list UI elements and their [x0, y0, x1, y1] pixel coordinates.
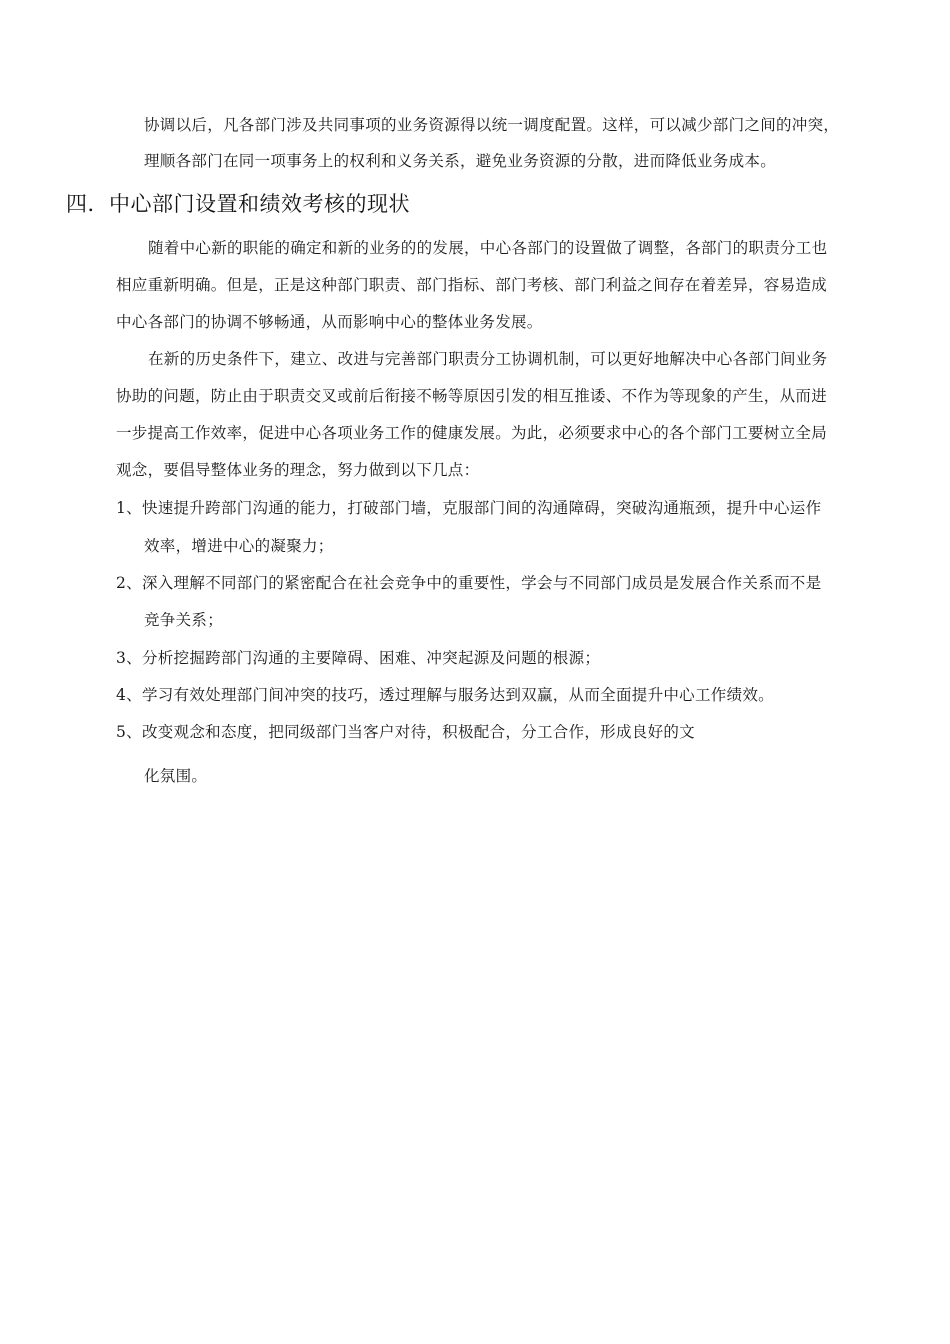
list-item-2-line-2: 竞争关系； — [144, 611, 224, 629]
list-item-2-line-1: 2、深入理解不同部门的紧密配合在社会竞争中的重要性，学会与不同部门成员是发展合作关系而不是 — [116, 574, 822, 592]
paragraph-2-line-3: 一步提高工作效率，促进中心各项业务工作的健康发展。为此，必须要求中心的各个部门工要树立全局 — [116, 424, 828, 442]
list-item-1-line-1: 1、快速提升跨部门沟通的能力，打破部门墙，克服部门间的沟通障碍，突破沟通瓶颈，提升中心运作 — [116, 499, 822, 517]
paragraph-1-line-2: 相应重新明确。但是，正是这种部门职责、部门指标、部门考核、部门利益之间存在着差异，容易造成 — [116, 276, 828, 294]
list-item-1-line-2: 效率，增进中心的凝聚力； — [144, 537, 334, 555]
paragraph-2-line-2: 协助的问题，防止由于职责交叉或前后衔接不畅等原因引发的相互推诿、不作为等现象的产生，从而进 — [116, 387, 828, 405]
section-heading: 四．中心部门设置和绩效考核的现状 — [66, 192, 410, 216]
list-item-4: 4、学习有效处理部门间冲突的技巧，透过理解与服务达到双赢，从而全面提升中心工作绩效。 — [116, 686, 774, 704]
paragraph-1-line-3: 中心各部门的协调不够畅通，从而影响中心的整体业务发展。 — [116, 313, 543, 331]
continuation-line-1: 协调以后，凡各部门涉及共同事项的业务资源得以统一调度配置。这样，可以减少部门之间的冲突， — [144, 116, 840, 134]
continuation-line-2: 理顺各部门在同一项事务上的权利和义务关系，避免业务资源的分散，进而降低业务成本。 — [144, 152, 777, 170]
paragraph-2-line-1: 在新的历史条件下，建立、改进与完善部门职责分工协调机制，可以更好地解决中心各部门间业务 — [148, 350, 828, 368]
list-item-3: 3、分析挖掘跨部门沟通的主要障碍、困难、冲突起源及问题的根源； — [116, 649, 601, 667]
paragraph-2-line-4: 观念，要倡导整体业务的理念，努力做到以下几点： — [116, 461, 480, 479]
paragraph-1-line-1: 随着中心新的职能的确定和新的业务的的发展，中心各部门的设置做了调整，各部门的职责分工也 — [148, 239, 828, 257]
list-item-5-line-2: 化氛围。 — [144, 767, 208, 785]
list-item-5-line-1: 5、改变观念和态度，把同级部门当客户对待，积极配合，分工合作，形成良好的文 — [116, 723, 695, 741]
